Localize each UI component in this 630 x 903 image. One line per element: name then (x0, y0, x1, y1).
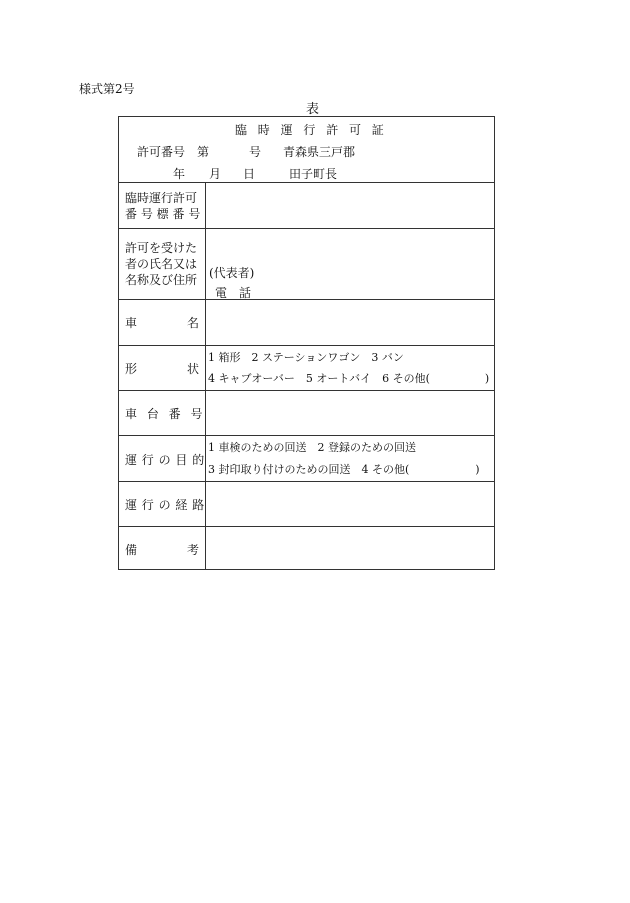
form-number: 様式第2号 (79, 82, 135, 96)
divider (119, 345, 494, 346)
permit-number-go: 号 (249, 145, 262, 159)
car-name-label-a: 車 (125, 316, 138, 330)
divider (119, 481, 494, 482)
car-name-label-b: 名 (187, 316, 200, 330)
remarks-label-b: 考 (187, 543, 200, 557)
permit-number-label: 許可番号 (137, 145, 186, 159)
shape-label-a: 形 (125, 362, 138, 376)
remarks-label-a: 備 (125, 543, 138, 557)
divider (119, 435, 494, 436)
issuer-region: 青森県三戸郡 (283, 145, 356, 159)
chassis-number-label: 車台番号 (125, 407, 213, 421)
purpose-label: 運行の目的 (125, 453, 210, 467)
holder-label-line3: 名称及び住所 (125, 273, 198, 287)
side-label: 表 (306, 102, 320, 117)
date-month: 月 (209, 167, 222, 181)
route-label: 運行の経路 (125, 498, 210, 512)
purpose-options-line1: 1 車検のための回送 2 登録のための回送 (208, 441, 416, 454)
purpose-options-line2: 3 封印取り付けのための回送 4 その他( ) (208, 463, 480, 476)
form-title: 臨時運行許可証 (235, 123, 395, 137)
holder-label-line1: 許可を受けた (125, 241, 198, 255)
date-day: 日 (243, 167, 256, 181)
plate-number-label-line1: 臨時運行許可 (125, 191, 198, 205)
holder-label-line2: 者の氏名又は (125, 257, 198, 271)
date-year: 年 (173, 167, 186, 181)
phone-label: 電 話 (215, 286, 252, 300)
shape-options-line2: 4 キャブオーバー 5 オートバイ 6 その他( ) (208, 372, 490, 385)
permit-number-dai: 第 (197, 145, 210, 159)
shape-label-b: 状 (187, 362, 200, 376)
representative-label: (代表者) (209, 266, 255, 280)
divider (119, 526, 494, 527)
divider (119, 182, 494, 183)
divider (119, 228, 494, 229)
permit-form (118, 116, 495, 570)
shape-options-line1: 1 箱形 2 ステーションワゴン 3 バン (208, 351, 404, 364)
divider (119, 390, 494, 391)
divider (119, 299, 494, 300)
issuer-name: 田子町長 (289, 167, 338, 181)
plate-number-label-line2: 番号標番号 (125, 207, 205, 221)
